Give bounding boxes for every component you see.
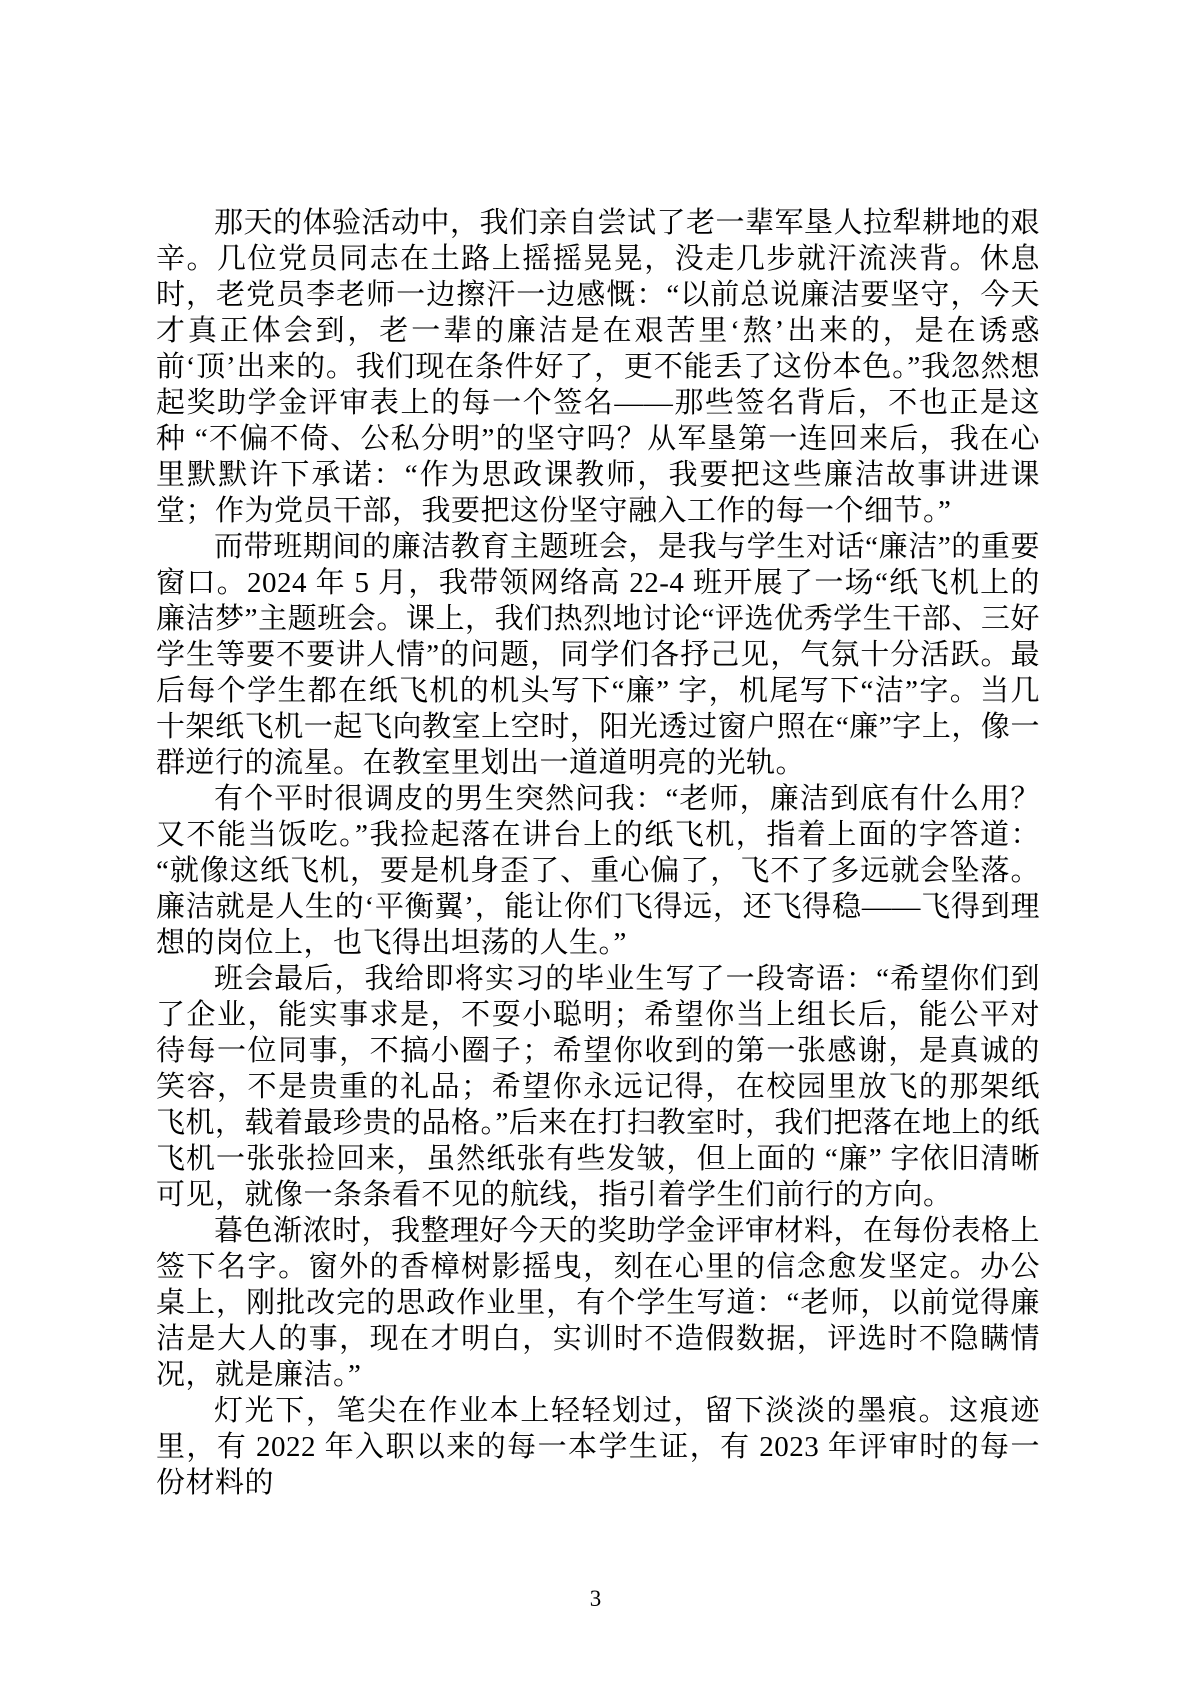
document-body [156,205,1040,1501]
paragraph-1: 那天的体验活动中，我们亲自尝试了老一辈军垦人拉犁耕地的艰辛。几位党员同志在土路上摇摇晃晃，没走几步就汗流浃背。休息时，老党员李老师一边擦汗一边感慨：“以前总说廉洁要坚守，今天才真正体会到，老一辈的廉洁是在艰苦里‘熬’出来的，是在诱惑前‘顶’出来的。我们现在条件好了，更不能丢了这份本色。”我忽然想起奖助学金评审表上的每一个签名——那些签名背后，不也正是这种 “不偏不倚、公私分明”的坚守吗？从军垦第一连回来后，我在心里默默许下承诺：“作为思政课教师，我要把这些廉洁故事讲进课堂；作为党员干部，我要把这份坚守融入工作的每一个细节。” [156,207,1041,527]
page-number: 3 [589,1586,602,1611]
paragraph-2: 而带班期间的廉洁教育主题班会，是我与学生对话“廉洁”的重要窗口。2024 年 5 月，我带领网络高 22-4 班开展了一场“纸飞机上的廉洁梦”主题班会。课上，我们热烈地讨论“评选优秀学生干部、三好学生等要不要讲人情”的问题，同学们各抒己见，气氛十分活跃。最后每个学生都在纸飞机的机头写下“廉” 字，机尾写下“洁”字。当几十架纸飞机一起飞向教室上空时，阳光透过窗户照在“廉”字上，像一群逆行的流星。在教室里划出一道道明亮的光轨。 [156,531,1040,779]
paragraph-4: 班会最后，我给即将实习的毕业生写了一段寄语：“希望你们到了企业，能实事求是，不耍小聪明；希望你当上组长后，能公平对待每一位同事，不搞小圈子；希望你收到的第一张感谢，是真诚的笑容，不是贵重的礼品；希望你永远记得，在校园里放飞的那架纸飞机，载着最珍贵的品格。”后来在打扫教室时，我们把落在地上的纸飞机一张张捡回来，虽然纸张有些发皱，但上面的 “廉” 字依旧清晰可见，就像一条条看不见的航线，指引着学生们前行的方向。 [156,963,1040,1211]
paragraph-3: 有个平时很调皮的男生突然问我：“老师，廉洁到底有什么用？又不能当饭吃。”我捡起落在讲台上的纸飞机，指着上面的字答道：“就像这纸飞机，要是机身歪了、重心偏了，飞不了多远就会坠落。廉洁就是人生的‘平衡翼’，能让你们飞得远，还飞得稳——飞得到理想的岗位上，也飞得出坦荡的人生。” [156,783,1040,959]
paragraph-5: 暮色渐浓时，我整理好今天的奖助学金评审材料，在每份表格上签下名字。窗外的香樟树影摇曳，刻在心里的信念愈发坚定。办公桌上，刚批改完的思政作业里，有个学生写道：“老师，以前觉得廉洁是大人的事，现在才明白，实训时不造假数据，评选时不隐瞒情况，就是廉洁。” [156,1215,1041,1391]
paragraph-6: 灯光下，笔尖在作业本上轻轻划过，留下淡淡的墨痕。这痕迹里，有 2022 年入职以来的每一本学生证，有 2023 年评审时的每一份材料的 [156,1395,1040,1499]
